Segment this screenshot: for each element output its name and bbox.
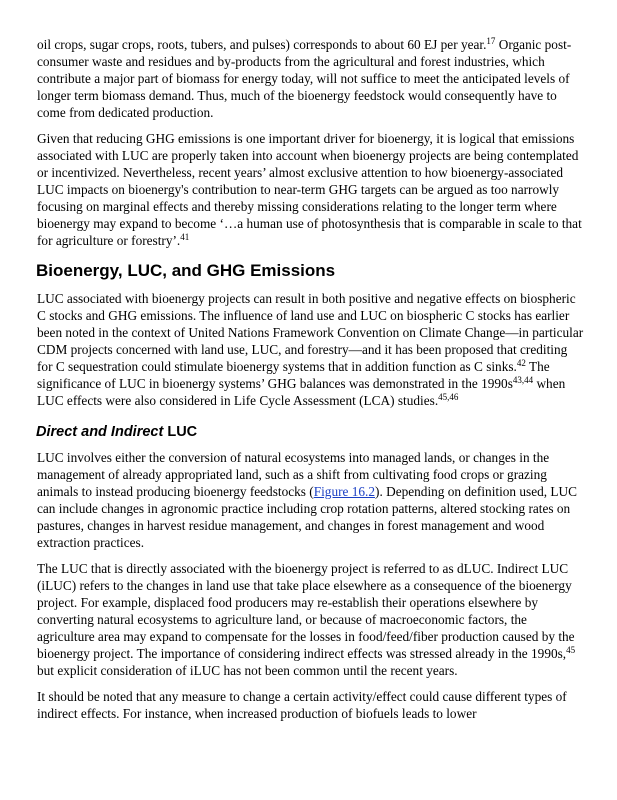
document-page [37,36,585,731]
paragraph-5-text-cont: but explicit consideration of iLUC has not been common until the recent years. [37,663,458,678]
footnote-ref-41[interactable]: 41 [180,232,190,242]
subsection-heading-direct-indirect-luc [36,423,585,441]
section-heading-bioenergy-luc-ghg: Bioenergy, LUC, and GHG Emissions [36,261,336,280]
figure-16-2-link[interactable]: Figure 16.2 [313,484,376,499]
paragraph-5-text: The LUC that is directly associated with the bioenergy project is referred to as dLUC. Indirect LUC (iLUC) refers to the changes in land use that take place elsewhere as a consequence of the bioenergy project. For example, displaced food producers may re-establish their operations elsewhere by converting natural ecosystems to agriculture land, or because of macroeconomic factors, the agriculture area may expand to compensate for the losses in food/feed/fiber production caused by the bioenergy project. The importance of considering indirect effects was stressed already in the 1990s, [37,561,575,661]
paragraph-1-text-cont: Organic post-consumer waste and residues and by-products from the agricultural and forest industries, which contribute a major part of biomass for energy today, will not suffice to meet the anticipated levels of longer term biomass demand. Thus, much of the bioenergy feedstock would consequently have to come from dedicated production. [37,37,572,120]
footnote-ref-45[interactable]: 45 [566,645,576,655]
paragraph-1 [37,36,585,121]
subsection-heading-italic: Direct and Indirect [36,424,164,440]
paragraph-2 [37,130,585,249]
footnote-ref-43-44[interactable]: 43,44 [512,375,534,385]
footnote-ref-45-46[interactable]: 45,46 [438,392,459,402]
paragraph-6: It should be noted that any measure to change a certain activity/effect could cause different types of indirect effects. For instance, when increased production of biofuels leads to lower [37,689,567,721]
paragraph-4 [37,449,585,551]
footnote-ref-17[interactable]: 17 [486,36,496,46]
paragraph-5 [37,560,585,679]
paragraph-2-text: Given that reducing GHG emissions is one important driver for bioenergy, it is logical that emissions associated with LUC are properly taken into account when bioenergy projects are being contemplated or incentivized. Nevertheless, recent years’ almost exclusive attention to how bioenergy-associated LUC impacts on bioenergy's contribution to near-term GHG targets can be argued as too narrowly focusing on marginal effects and thereby missing considerations relating to the longer term where bioenergy may expand to become ‘…a human use of photosynthesis that is comparable in scale to that for agriculture or forestry’. [37,131,582,248]
paragraph-4-text-cont: ). Depending on definition used, LUC can include changes in agronomic practice including crop rotation patterns, altered stocking rates on pastures, changes in harvest residue management, and changes in forest management and wood extraction practices. [37,484,578,550]
paragraph-1-text: oil crops, sugar crops, roots, tubers, and pulses) corresponds to about 60 EJ per year. [37,37,487,52]
paragraph-4-text: LUC involves either the conversion of natural ecosystems into managed lands, or changes in the management of already appropriated land, such as a shift from cultivating food crops or grazing animals to instead producing bioenergy feedstocks ( [37,450,550,499]
footnote-ref-42[interactable]: 42 [516,358,526,368]
paragraph-3-text-end: when LUC effects were also considered in Life Cycle Assessment (LCA) studies. [37,376,566,408]
paragraph-3 [37,290,585,409]
paragraph-3-text-cont: The significance of LUC in bioenergy systems’ GHG balances was demonstrated in the 1990s [37,359,550,391]
subsection-heading-plain: LUC [163,424,198,440]
paragraph-3-text: LUC associated with bioenergy projects can result in both positive and negative effects on biospheric C stocks and GHG emissions. The influence of land use and LUC on biospheric C stocks has earlier been noted in the context of United Nations Framework Convention on Climate Change—in particular CDM projects concerned with land use, LUC, and forestry—and it has been proposed that crediting for C sequestration could stimulate bioenergy systems that in addition function as C sinks. [37,291,584,374]
